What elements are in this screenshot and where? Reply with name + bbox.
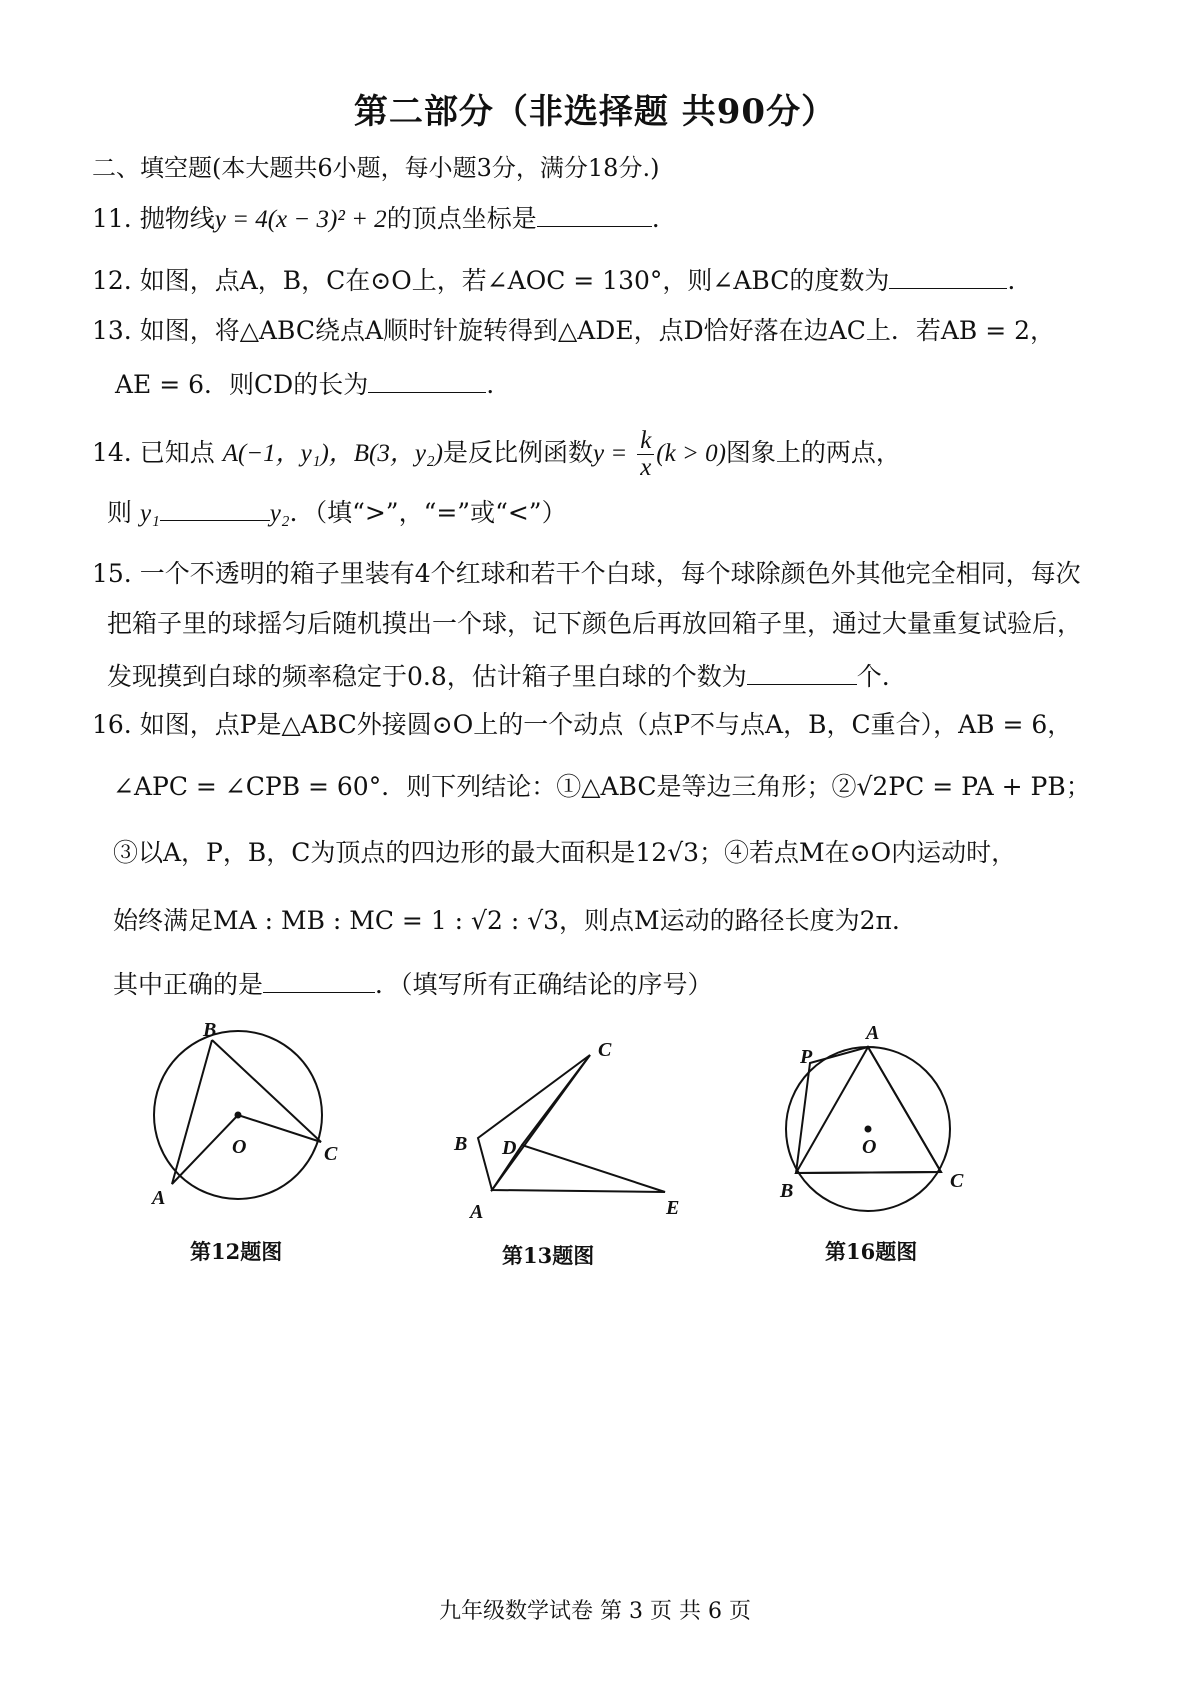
question-text: 如图，点P是△ABC外接圆⊙O上的一个动点（点P不与点A，B，C重合），AB = 6，: [139, 710, 1073, 739]
label-o: O: [862, 1136, 877, 1158]
label-e: E: [666, 1197, 680, 1219]
question-text: ．（填“>”，“=”或“<”）: [289, 498, 567, 527]
punctuation: .: [651, 204, 660, 233]
question-16-line3: [113, 836, 1016, 870]
caption-13: 第13题图: [502, 1243, 595, 1268]
label-b: B: [780, 1180, 794, 1202]
point-b: B(3，y₂): [353, 440, 443, 467]
question-text: 一个不透明的箱子里装有4个红球和若干个白球，每个球除颜色外其他完全相同，每次: [139, 559, 1081, 588]
y1: y₁: [139, 500, 160, 527]
question-text: 是反比例函数: [443, 438, 594, 467]
question-15-line2: [107, 607, 1082, 641]
question-16: [92, 708, 1072, 742]
figure-16: [770, 1015, 990, 1225]
question-text: 发现摸到白球的频率稳定于0.8，估计箱子里白球的个数为: [107, 662, 747, 691]
label-b: B: [454, 1133, 468, 1155]
figure-13: [440, 1030, 700, 1230]
label-a: A: [866, 1022, 880, 1044]
question-text: 抛物线: [139, 204, 215, 233]
question-text: 如图，将△ABC绕点A顺时针旋转得到△ADE，点D恰好落在边AC上．若AB = 2，: [139, 316, 1055, 345]
point-a: A(−1，y₁)，: [222, 440, 354, 467]
caption-12: 第12题图: [190, 1239, 283, 1264]
answer-blank[interactable]: [263, 966, 375, 993]
question-14: [92, 428, 901, 481]
answer-blank[interactable]: [537, 200, 652, 227]
triangle-abc: [478, 1055, 590, 1190]
question-14-line2: [107, 494, 567, 531]
label-c: C: [598, 1039, 612, 1061]
section-heading: 二、填空题(本大题共6小题，每小题3分，满分18分.): [92, 154, 660, 182]
question-11: [92, 200, 660, 237]
function-condition: (k > 0): [656, 440, 726, 467]
label-b: B: [203, 1020, 217, 1041]
punctuation: 个.: [856, 662, 890, 691]
question-text: 其中正确的是: [113, 970, 264, 999]
question-16-line4: [113, 904, 917, 938]
fraction-numerator: k: [637, 428, 654, 455]
fig12-lines: [172, 1040, 321, 1184]
fraction-denominator: x: [640, 454, 652, 481]
label-a: A: [152, 1187, 166, 1209]
center-point: [865, 1126, 872, 1133]
question-text: 如图，点A，B，C在⊙O上，若∠AOC = 130°，则∠ABC的度数为: [139, 266, 890, 295]
punctuation: .: [1007, 266, 1016, 295]
segment-cd: [522, 1055, 590, 1145]
answer-blank[interactable]: [368, 366, 486, 393]
question-12: [92, 262, 1015, 298]
answer-blank[interactable]: [160, 494, 270, 521]
question-number: 16.: [92, 710, 132, 739]
question-text: 始终满足MA : MB : MC = 1 : √2 : √3，则点M运动的路径长度为2π．: [113, 906, 917, 935]
question-text: 已知点: [139, 438, 215, 467]
answer-blank[interactable]: [889, 262, 1007, 289]
question-text: ∠APC = ∠CPB = 60°．则下列结论：①△ABC是等边三角形；②√2PC = PA + PB；: [113, 772, 1091, 801]
question-13: [92, 314, 1055, 348]
caption-16: 第16题图: [825, 1239, 918, 1264]
figure-12: [140, 1020, 360, 1220]
question-text: 的顶点坐标是: [386, 204, 537, 233]
question-15: [92, 557, 1081, 591]
label-c: C: [950, 1170, 964, 1192]
label-c: C: [324, 1143, 338, 1165]
question-number: 12.: [92, 266, 132, 295]
question-text: 则: [107, 498, 133, 527]
question-13-line2: [115, 366, 494, 402]
question-number: 13.: [92, 316, 132, 345]
question-text: ．（填写所有正确结论的序号）: [375, 970, 713, 999]
label-o: O: [232, 1136, 247, 1158]
page-footer: 九年级数学试卷 第 3 页 共 6 页: [439, 1599, 751, 1624]
question-text: 把箱子里的球摇匀后随机摸出一个球，记下颜色后再放回箱子里，通过大量重复试验后，: [107, 609, 1083, 638]
question-number: 15.: [92, 559, 132, 588]
label-a: A: [470, 1201, 484, 1223]
center-point: [235, 1112, 242, 1119]
y2: y₂: [269, 500, 290, 527]
question-16-line2: [113, 770, 1091, 804]
question-text: ③以A，P，B，C为顶点的四边形的最大面积是12√3；④若点M在⊙O内运动时，: [113, 838, 1017, 867]
label-d: D: [502, 1137, 517, 1159]
question-number: 11.: [92, 204, 132, 233]
question-text: 图象上的两点，: [725, 438, 901, 467]
punctuation: .: [486, 370, 495, 399]
part-title: 第二部分（非选择题 共90分）: [353, 92, 837, 132]
question-number: 14.: [92, 438, 132, 467]
question-16-line5: [113, 966, 713, 1002]
fraction: [637, 428, 654, 481]
question-text: AE = 6．则CD的长为: [115, 370, 369, 399]
triangle-ade: [492, 1145, 665, 1192]
formula: y = 4(x − 3)² + 2: [214, 206, 387, 233]
function-lhs: y =: [593, 440, 628, 467]
label-p: P: [800, 1046, 813, 1068]
answer-blank[interactable]: [747, 658, 857, 685]
question-15-line3: [107, 658, 890, 694]
